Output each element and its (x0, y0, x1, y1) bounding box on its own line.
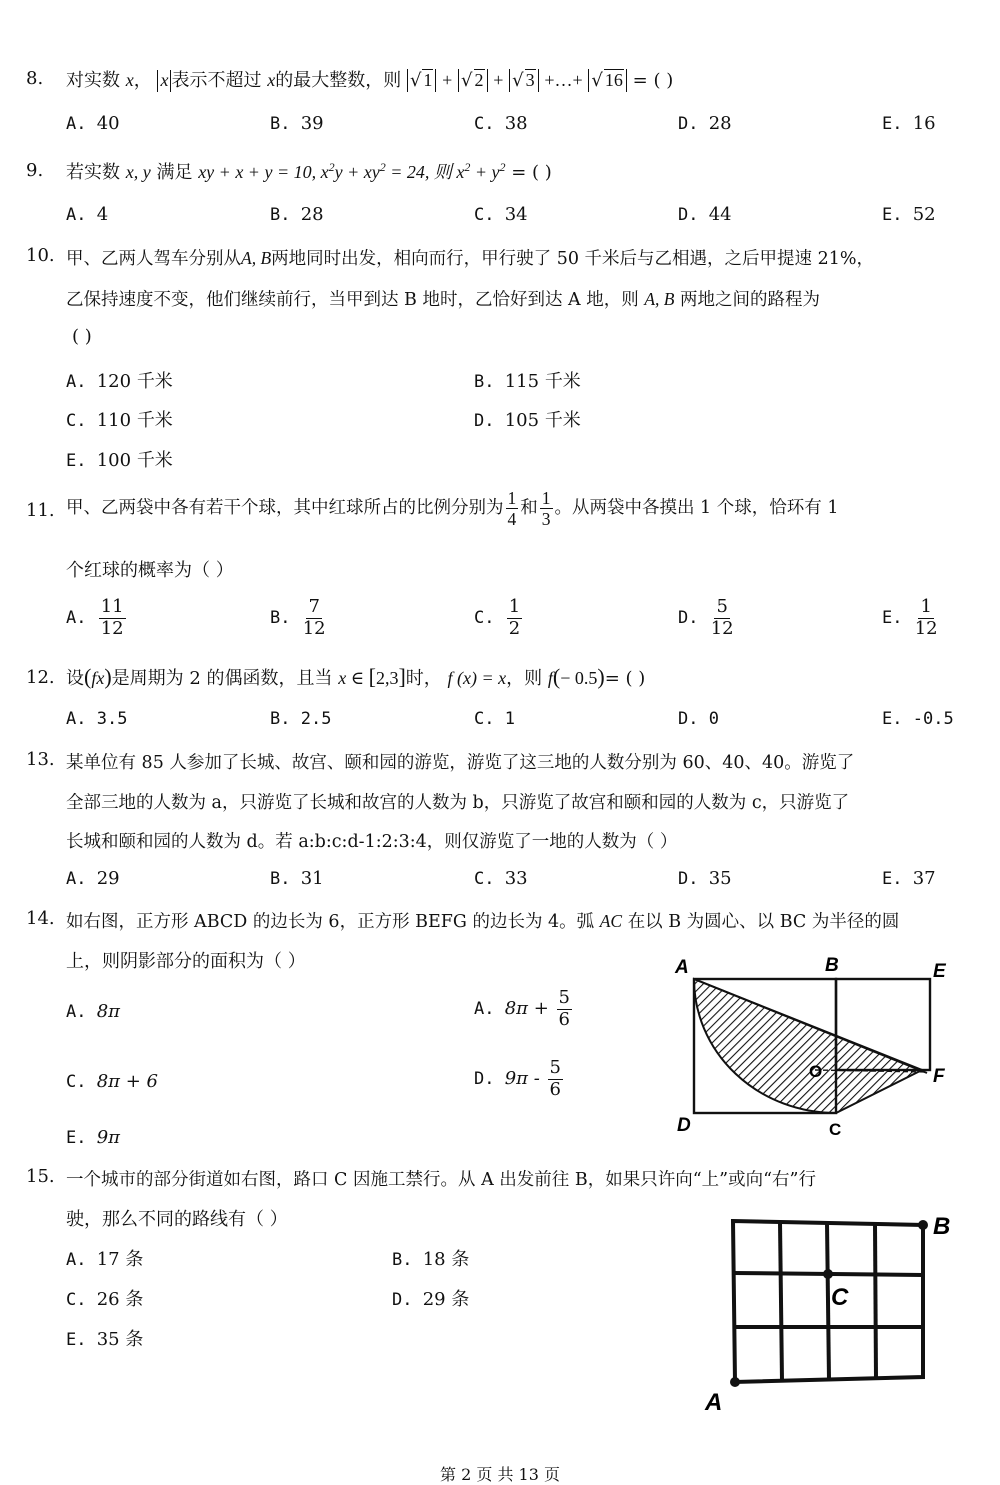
question-stem-line-1: 一个城市的部分街道如右图，路口 C 因施工禁行。从 A 出发前往 B，如果只许向“上”或向“右”行 (66, 1170, 816, 1190)
point-b (918, 1220, 928, 1230)
option-a[interactable]: A. 4 (66, 204, 109, 225)
option-d[interactable]: D. 9π - $\frac{5}{6}$ (474, 1057, 561, 1100)
option-e[interactable]: E. -0.5 (882, 709, 954, 729)
option-c[interactable]: C. 26 条 (66, 1289, 144, 1310)
option-a[interactable]: A. 40 (66, 113, 120, 134)
question-stem: 对实数 x， x 表示不超过 x的最大整数，则 √ 1 + √ 2 + √ 3 +…+ √ 16 = ( ) (66, 70, 674, 91)
geometry-figure (665, 945, 975, 1145)
option-b[interactable]: B. 115 千米 (474, 371, 581, 392)
question-stem-line-2: 驶，那么不同的路线有（ ） (66, 1209, 288, 1230)
label-e: E (933, 961, 946, 982)
option-c[interactable]: C. 33 (474, 868, 528, 889)
option-a[interactable]: A. 17 条 (66, 1249, 144, 1270)
option-c[interactable]: C. 8π + 6 (66, 1071, 158, 1092)
question-number: 15. (26, 1166, 55, 1187)
option-d[interactable]: D. 35 (678, 868, 732, 889)
fraction: $\frac{1}{3}$ (541, 488, 551, 530)
option-d[interactable]: D. 105 千米 (474, 410, 581, 431)
label-b: B (933, 1213, 951, 1240)
option-d[interactable]: D. 28 (678, 113, 732, 134)
option-b[interactable]: B. $\frac{7}{12}$ (270, 596, 326, 639)
label-f: F (933, 1066, 945, 1087)
option-a[interactable]: A. 3.5 (66, 709, 128, 729)
option-a[interactable]: A. 120 千米 (66, 371, 173, 392)
option-e[interactable]: E. $\frac{1}{12}$ (882, 596, 938, 639)
option-d[interactable]: D. 0 (678, 709, 719, 729)
option-c[interactable]: C. $\frac{1}{2}$ (474, 596, 521, 639)
option-b[interactable]: B. 28 (270, 204, 324, 225)
option-a[interactable]: A. $\frac{11}{12}$ (66, 596, 124, 639)
option-b[interactable]: B. 31 (270, 868, 324, 889)
label-o: O (809, 1062, 823, 1081)
label-c: C (829, 1120, 842, 1139)
fraction: $\frac{1}{4}$ (507, 488, 517, 530)
option-e[interactable]: E. 52 (882, 204, 936, 225)
question-stem-line-2: 乙保持速度不变，他们继续前行，当甲到达 B 地时，乙恰好到达 A 地，则 A, B 两地之间的路程为 (66, 289, 821, 310)
option-d[interactable]: D. 44 (678, 204, 732, 225)
question-stem-line-2: 个红球的概率为（ ） (66, 560, 234, 581)
option-e[interactable]: E. 16 (882, 113, 936, 134)
option-a[interactable]: A. 8π (66, 1001, 121, 1022)
label-a: A (675, 957, 689, 978)
floor-bracket: x (157, 70, 171, 92)
answer-paren: ( ) (72, 326, 92, 347)
floor-sqrt-16: √ 16 (588, 69, 626, 92)
label-d: D (677, 1115, 691, 1136)
option-c[interactable]: C. 1 (474, 709, 515, 729)
floor-sqrt-1: √ 1 (407, 69, 436, 92)
question-number: 13. (26, 749, 55, 770)
question-stem-line-1: 甲、乙两人驾车分别从A, B两地同时出发，相向而行，甲行驶了 50 千米后与乙相遇，之后甲提速 21%， (66, 248, 874, 269)
option-e[interactable]: E. 35 条 (66, 1329, 144, 1350)
option-e[interactable]: E. 37 (882, 868, 936, 889)
shaded-region (694, 979, 922, 1113)
label-b: B (825, 955, 839, 976)
option-a[interactable]: A. 29 (66, 868, 120, 889)
question-stem-line-1: 如右图，正方形 ABCD 的边长为 6，正方形 BEFG 的边长为 4。弧 AC 在以 B 为圆心、以 BC 为半径的圆 (66, 911, 900, 932)
option-c[interactable]: C. 38 (474, 113, 528, 134)
label-a: A (705, 1389, 723, 1416)
floor-sqrt-3: √ 3 (509, 69, 538, 92)
question-stem-line-2: 全部三地的人数为 a，只游览了长城和故宫的人数为 b，只游览了故宫和颐和园的人数为 c，只游览了 (66, 793, 850, 813)
question-number: 11. (26, 500, 55, 521)
option-e[interactable]: E. 9π (66, 1127, 121, 1148)
street-v1 (780, 1222, 782, 1381)
question-number: 10. (26, 245, 55, 266)
option-c[interactable]: C. 34 (474, 204, 528, 225)
street-v3 (875, 1224, 876, 1379)
street-v2 (827, 1223, 829, 1380)
option-e[interactable]: E. 100 千米 (66, 450, 173, 471)
point-c (823, 1269, 833, 1279)
option-a-second[interactable]: A. 8π + $\frac{5}{6}$ (474, 987, 570, 1030)
point-a (730, 1377, 740, 1387)
question-stem-line-1: 甲、乙两袋中各有若干个球，其中红球所占的比例分别为 $\frac{1}{4}$ 和 $\frac{1}{3}$ 。从两袋中各摸出 1 个球，恰环有 1 (66, 488, 839, 530)
question-stem-line-2: 上，则阴影部分的面积为（ ） (66, 951, 306, 972)
question-stem: 设(fx)是周期为 2 的偶函数，且当 x ∈ [2,3]时， f (x) = x，则 f(− 0.5)= ( ) (66, 664, 646, 689)
question-number: 8. (26, 68, 44, 89)
option-d[interactable]: D. 29 条 (392, 1289, 470, 1310)
page-footer: 第 2 页 共 13 页 (440, 1465, 560, 1484)
option-b[interactable]: B. 18 条 (392, 1249, 470, 1270)
option-b[interactable]: B. 2.5 (270, 709, 332, 729)
question-stem: 若实数 x, y 满足 xy + x + y = 10, $x^2y + xy^2 = 24$, 则 $x^2 + y^2$ = ( ) (66, 160, 552, 183)
street-grid-figure (695, 1205, 975, 1420)
question-number: 12. (26, 667, 55, 688)
question-number: 14. (26, 908, 55, 929)
floor-sqrt-2: √ 2 (458, 69, 487, 92)
question-stem-line-1: 某单位有 85 人参加了长城、故宫、颐和园的游览，游览了这三地的人数分别为 60、40、40。游览了 (66, 753, 855, 773)
option-b[interactable]: B. 39 (270, 113, 324, 134)
question-stem-line-3: 长城和颐和园的人数为 d。若 a:b:c:d-1:2:3:4，则仅游览了一地的人数为（ ） (66, 832, 678, 852)
label-c: C (831, 1284, 849, 1311)
question-number: 9. (26, 160, 44, 181)
option-c[interactable]: C. 110 千米 (66, 410, 173, 431)
option-d[interactable]: D. $\frac{5}{12}$ (678, 596, 734, 639)
